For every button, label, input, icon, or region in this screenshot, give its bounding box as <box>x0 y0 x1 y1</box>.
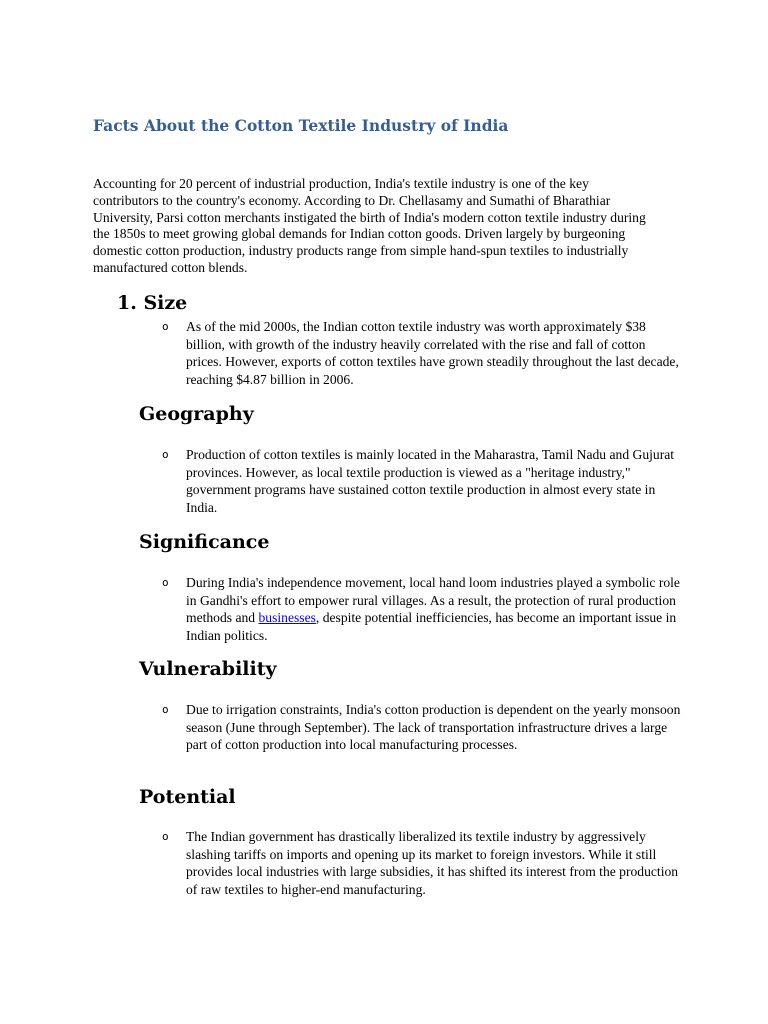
section-heading-significance: Significance <box>139 531 270 553</box>
section-text-size: As of the mid 2000s, the Indian cotton textile industry was worth approximately $38 billion, with growth of the industry heavily correlated with the rise and fall of cotton prices. However, exports of cotton textiles have grown steadily throughout the last decade, reaching $4.87 billion in 2006. <box>186 319 679 387</box>
significance-text-start: During India's independence movement, local hand loom industries played a symbolic role in Gandhi's effort to empower rural villages. As a result, the protection of rural production methods and <box>186 575 680 626</box>
list-item <box>162 446 682 516</box>
intro-paragraph: Accounting for 20 percent of industrial production, India's textile industry is one of the key contributors to the country's economy. According to Dr. Chellasamy and Sumathi of Bharathiar University, Parsi cotton merchants instigated the birth of India's modern cotton textile industry during the 1850s to meet growing global demands for Indian cotton goods. Driven largely by burgeoning domestic cotton production, industry products range from simple hand-spun textiles to industrially manufactured cotton blends. <box>93 176 646 275</box>
section-heading-size: 1. Size <box>117 292 188 314</box>
section-heading-potential: Potential <box>139 786 236 808</box>
bullet-circle-icon: o <box>162 703 169 716</box>
list-item <box>162 318 682 388</box>
document-title: Facts About the Cotton Textile Industry of India <box>93 116 509 135</box>
section-text-geography: Production of cotton textiles is mainly located in the Maharastra, Tamil Nadu and Gujurat provinces. However, as local textile production is viewed as a "heritage industry," government programs have sustained cotton textile production in almost every state in India. <box>186 447 675 515</box>
section-heading-vulnerability: Vulnerability <box>139 658 277 680</box>
bullet-circle-icon: o <box>162 320 169 333</box>
section-text-vulnerability: Due to irrigation constraints, India's cotton production is dependent on the yearly monsoon season (June through September). The lack of transportation infrastructure drives a large part of cotton production into local manufacturing processes. <box>186 702 681 753</box>
bullet-circle-icon: o <box>162 830 169 843</box>
section-text-significance <box>186 574 682 644</box>
bullet-circle-icon: o <box>162 448 169 461</box>
list-item <box>162 574 682 644</box>
bullet-circle-icon: o <box>162 576 169 589</box>
section-text-potential: The Indian government has drastically liberalized its textile industry by aggressively slashing tariffs on imports and opening up its market to foreign investors. While it still provides local industries with large subsidies, it has shifted its interest from the production of raw textiles to higher-end manufacturing. <box>186 829 679 897</box>
businesses-link[interactable]: businesses <box>258 610 316 626</box>
list-item <box>162 828 682 898</box>
significance-text-end: , despite potential inefficiencies, has become an important issue in Indian politics. <box>186 610 677 643</box>
section-heading-geography: Geography <box>139 403 254 425</box>
list-item <box>162 701 682 754</box>
